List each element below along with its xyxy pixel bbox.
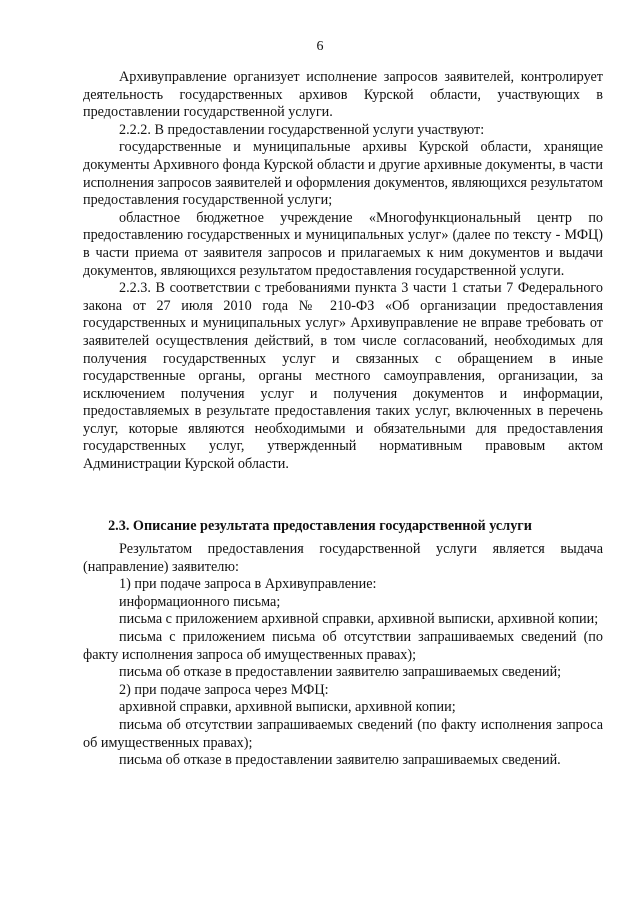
list-item: письма с приложением письма об отсутствии запрашиваемых сведений (по факту исполнения запроса об имущественных правах); <box>83 628 603 663</box>
section-2-2-text <box>83 69 603 474</box>
paragraph: 2.2.2. В предоставлении государственной услуги участвуют: <box>119 121 485 138</box>
list-item: письма об отказе в предоставлении заявителю запрашиваемых сведений. <box>119 752 561 769</box>
list-item: 2) при подаче запроса через МФЦ: <box>119 681 329 698</box>
list-item: 1) при подаче запроса в Архивуправление: <box>119 576 377 593</box>
page-number: 6 <box>316 39 324 54</box>
section-2-3-text <box>83 541 603 770</box>
paragraph: Результатом предоставления государственной услуги является выдача (направление) заявителю: <box>83 541 603 575</box>
list-item: письма об отсутствии запрашиваемых сведений (по факту исполнения запроса об имущественных правах); <box>83 716 603 751</box>
list-item: письма с приложением архивной справки, архивной выписки, архивной копии; <box>119 611 599 628</box>
list-item: информационного письма; <box>119 593 281 610</box>
paragraph: областное бюджетное учреждение «Многофункциональный центр по предоставлению государственных и муниципальных услуг» (далее по тексту - МФЦ) в части приема от заявителя запросов и прилагаемых к ним документов и выдачи документов, являющихся результатом предоставления государственной услуги. <box>83 209 603 279</box>
list-item: архивной справки, архивной выписки, архивной копии; <box>119 699 456 716</box>
paragraph: Архивуправление организует исполнение запросов заявителей, контролирует деятельность государственных архивов Курской области, участвующих в предоставлении государственной услуги. <box>83 69 603 121</box>
list-item: письма об отказе в предоставлении заявителю запрашиваемых сведений; <box>119 664 562 681</box>
paragraph: государственные и муниципальные архивы Курской области, хранящие документы Архивного фонда Курской области и другие архивные документы, в части исполнения запросов заявителей и оформления документов, являющихся результатом предоставления государственной услуги; <box>83 139 603 209</box>
paragraph: 2.2.3. В соответствии с требованиями пункта 3 части 1 статьи 7 Федерального закона от 27 июля 2010 года № 210-ФЗ «Об организации предоставления государственных и муниципальных услуг» Архивуправление не вправе требовать от заявителей осуществления действий, в том числе согласований, необходимых для получения государственных услуг и связанных с обращением в иные государственные органы, органы местного самоуправления, организации, за исключением получения услуг и получения документов и информации, предоставляемых в результате предоставления таких услуг, включенных в перечень услуг, которые являются необходимыми и обязательными для предоставления государственных услуг, утвержденный нормативным правовым актом Администрации Курской области. <box>83 280 603 473</box>
section-heading: 2.3. Описание результата предоставления государственной услуги <box>108 518 532 534</box>
